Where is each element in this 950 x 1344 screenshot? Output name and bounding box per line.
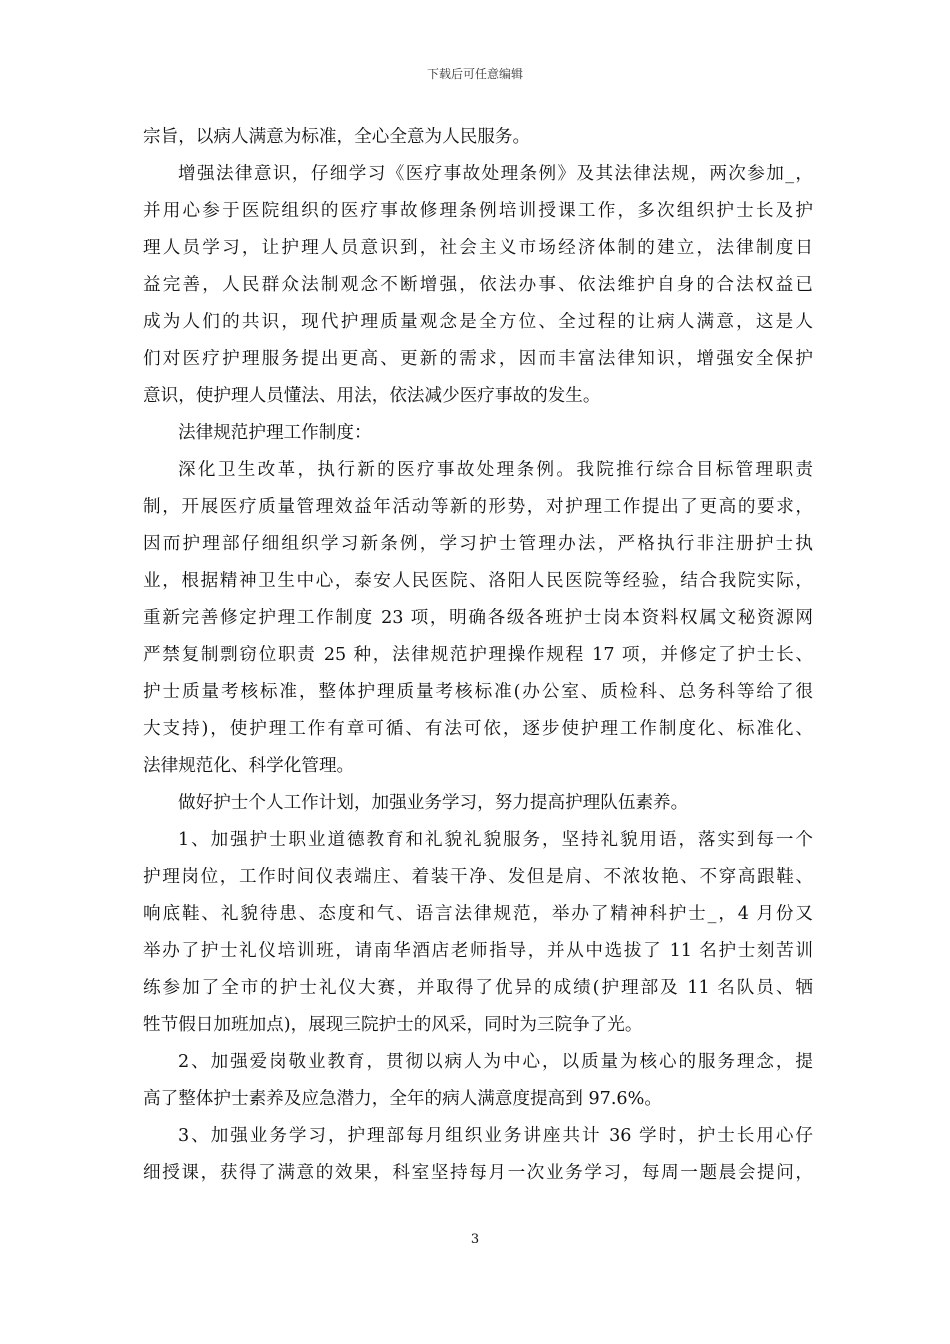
text-line: 深化卫生改革，执行新的医疗事故处理条例。我院推行综合目标管理职责	[178, 460, 813, 480]
text-line: 并用心参于医院组织的医疗事故修理条例培训授课工作，多次组织护士长及护	[143, 201, 813, 221]
text-line: 益完善，人民群众法制观念不断增强，依法办事、依法维护自身的合法权益已	[143, 275, 813, 295]
text-line: 举办了护士礼仪培训班，请南华酒店老师指导，并从中选拔了 11 名护士刻苦训	[143, 941, 813, 961]
document-body	[143, 124, 813, 1197]
text-line: 1、加强护士职业道德教育和礼貌礼貌服务，坚持礼貌用语，落实到每一个	[178, 830, 813, 850]
text-line: 3、加强业务学习，护理部每月组织业务讲座共计 36 学时，护士长用心仔	[178, 1126, 813, 1146]
text-line: 业，根据精神卫生中心，泰安人民医院、洛阳人民医院等经验，结合我院实际，	[143, 571, 813, 591]
text-line: 增强法律意识，仔细学习《医疗事故处理条例》及其法律法规，两次参加_，	[178, 164, 813, 184]
page-number: 3	[470, 1232, 480, 1247]
text-line: 制，开展医疗质量管理效益年活动等新的形势，对护理工作提出了更高的要求，	[143, 497, 813, 517]
text-line: 重新完善修定护理工作制度 23 项，明确各级各班护士岗本资料权属文秘资源网	[143, 608, 813, 628]
text-line: 护士质量考核标准，整体护理质量考核标准(办公室、质检科、总务科等给了很	[143, 682, 813, 702]
text-line: 们对医疗护理服务提出更高、更新的需求，因而丰富法律知识，增强安全保护	[143, 349, 813, 369]
text-line: 因而护理部仔细组织学习新条例，学习护士管理办法，严格执行非注册护士执	[143, 534, 813, 554]
text-line: 练参加了全市的护士礼仪大赛，并取得了优异的成绩(护理部及 11 名队员、牺	[143, 978, 813, 998]
text-line: 牲节假日加班加点)，展现三院护士的风采，同时为三院争了光。	[143, 1015, 643, 1035]
text-line: 大支持)，使护理工作有章可循、有法可依，逐步使护理工作制度化、标准化、	[143, 719, 813, 739]
text-line: 法律规范化、科学化管理。	[143, 756, 355, 776]
text-line: 做好护士个人工作计划，加强业务学习，努力提高护理队伍素养。	[178, 793, 689, 813]
text-line: 意识，使护理人员懂法、用法，依法减少医疗事故的发生。	[143, 386, 601, 406]
text-line: 响底鞋、礼貌待患、态度和气、语言法律规范，举办了精神科护士_，4 月份又	[143, 904, 813, 924]
text-line: 细授课，获得了满意的效果，科室坚持每月一次业务学习，每周一题晨会提问，	[143, 1163, 813, 1183]
text-line: 高了整体护士素养及应急潜力，全年的病人满意度提高到 97.6%。	[143, 1089, 662, 1109]
text-line: 宗旨，以病人满意为标准，全心全意为人民服务。	[143, 127, 531, 147]
text-line: 2、加强爱岗敬业教育，贯彻以病人为中心，以质量为核心的服务理念，提	[178, 1052, 813, 1072]
text-line: 法律规范护理工作制度：	[178, 423, 372, 443]
text-line: 理人员学习，让护理人员意识到，社会主义市场经济体制的建立，法律制度日	[143, 238, 813, 258]
text-line: 严禁复制剽窃位职责 25 种，法律规范护理操作规程 17 项，并修定了护士长、	[143, 645, 813, 665]
text-line: 护理岗位，工作时间仪表端庄、着装干净、发但是肩、不浓妆艳、不穿高跟鞋、	[143, 867, 813, 887]
text-line: 成为人们的共识，现代护理质量观念是全方位、全过程的让病人满意，这是人	[143, 312, 813, 332]
page-header: 下载后可任意编辑	[426, 67, 523, 81]
